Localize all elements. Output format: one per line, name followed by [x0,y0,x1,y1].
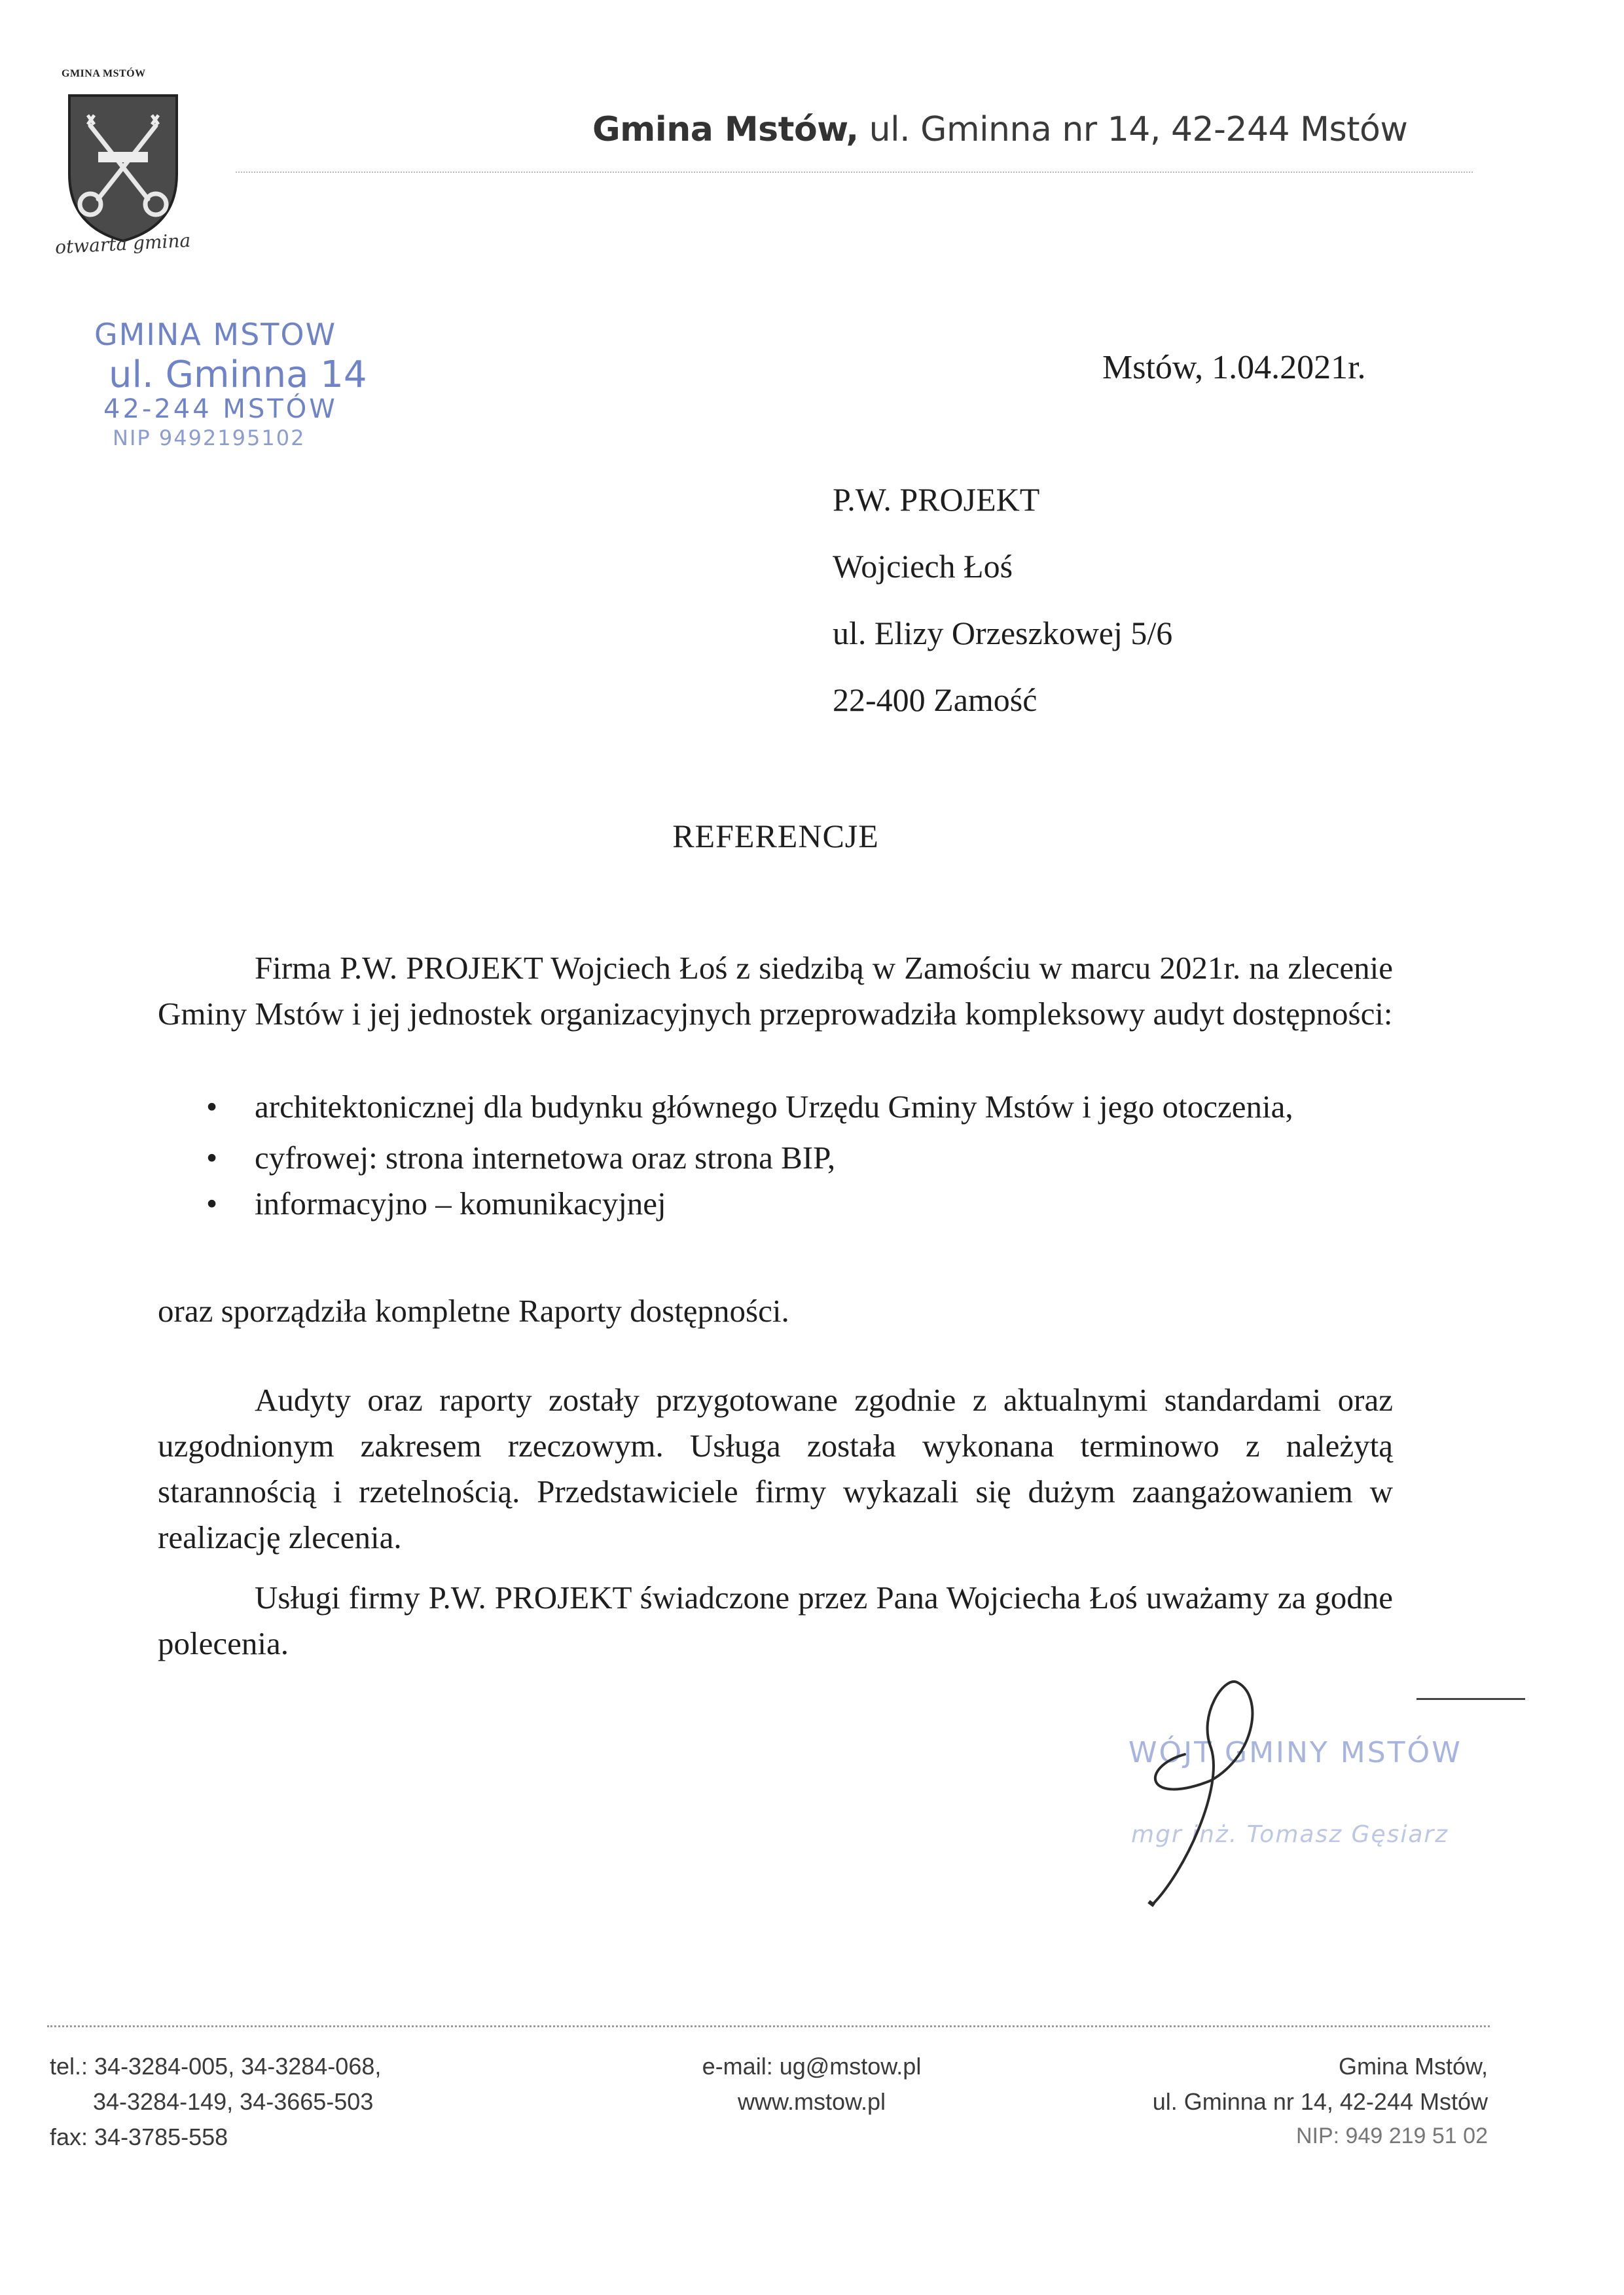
signatory-title: WÓJT GMINY MSTÓW [1128,1736,1462,1769]
crossed-keys-crest-icon [64,89,182,246]
recipient-city: 22-400 Zamość [833,681,1038,718]
footer-office-address: ul. Gminna nr 14, 42-244 Mstów [1152,2088,1488,2115]
stamp-line-2: ul. Gminna 14 [109,353,367,396]
footer-website: www.mstow.pl [737,2088,886,2115]
header-divider [236,172,1473,173]
stamp-line-3: 42-244 MSTÓW [103,394,338,424]
footer-phone-2: 34-3284-149, 34-3665-503 [93,2088,374,2115]
bullet-icon: • [206,1140,218,1176]
paragraph-intro-closing: oraz sporządziła kompletne Raporty dostępności. [158,1293,789,1329]
list-item [158,1181,1393,1227]
letter-date: Mstów, 1.04.2021r. [1102,349,1366,386]
signatory-name: mgr inż. Tomasz Gęsiarz [1131,1821,1449,1848]
crest-caption: GMINA MSTÓW [62,68,146,79]
handwritten-signature [1113,1656,1309,1918]
recipient-person: Wojciech Łoś [833,548,1013,585]
list-item [158,1084,1393,1130]
paragraph-intro: Firma P.W. PROJEKT Wojciech Łoś z siedzibą w Zamościu w marcu 2021r. na zlecenie Gminy Mstów i jej jednostek organizacyjnych przeprowadziła kompleksowy audyt dostępności: [158,950,1393,1032]
list-item [158,1135,1393,1181]
list-item-text: architektonicznej dla budynku głównego Urzędu Gminy Mstów i jego otoczenia, [255,1089,1293,1125]
recipient-company: P.W. PROJEKT [833,481,1040,518]
list-item-text: cyfrowej: strona internetowa oraz strona BIP, [255,1140,836,1176]
recipient-street: ul. Elizy Orzeszkowej 5/6 [833,615,1173,651]
bullet-icon: • [206,1089,218,1125]
stamp-line-4: NIP 9492195102 [113,425,306,450]
footer-phone-1: tel.: 34-3284-005, 34-3284-068, [50,2053,382,2080]
footer-nip: NIP: 949 219 51 02 [1295,2123,1488,2148]
footer-fax: fax: 34-3785-558 [50,2123,228,2150]
letterhead-address [592,110,1407,149]
crest-motto: otwarta gmina [54,229,191,259]
letterhead-street: ul. Gminna nr 14, 42-244 Mstów [858,110,1408,149]
paragraph-assessment: Audyty oraz raporty zostały przygotowane zgodnie z aktualnymi standardami oraz uzgodnionym zakresem rzeczowym. Usługa została wykonana terminowo z należytą starannością i rzetelnością. Przedstawiciele firmy wykazali się dużym zaangażowaniem w realizację zlecenia. [158,1382,1393,1555]
stamp-line-1: GMINA MSTOW [94,317,337,352]
list-item-text: informacyjno – komunikacyjnej [255,1185,666,1221]
paragraph-recommendation: Usługi firmy P.W. PROJEKT świadczone przez Pana Wojciecha Łoś uważamy za godne polecenia. [158,1580,1393,1661]
signature-rule [1416,1698,1525,1700]
bullet-icon: • [206,1185,218,1221]
footer-divider [47,2025,1490,2027]
letterhead-name: Gmina Mstów, [592,110,859,149]
document-title: REFERENCJE [672,818,879,854]
audit-scope-list [158,1084,1393,1227]
footer-email: e-mail: ug@mstow.pl [702,2053,922,2080]
footer-office-name: Gmina Mstów, [1338,2053,1488,2080]
